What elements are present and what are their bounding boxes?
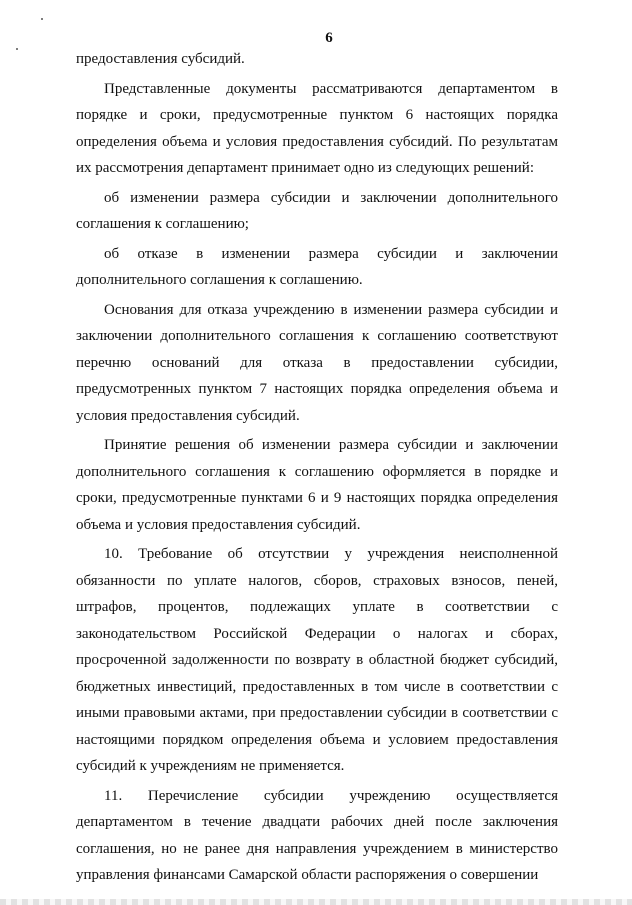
paragraph-decision-refusal: об отказе в изменении размера субсидии и заключении дополнительного соглашения к соглашению. <box>76 245 558 288</box>
paragraph-decision-change: об изменении размера субсидии и заключении дополнительного соглашения к соглашению; <box>76 189 558 232</box>
paragraph-documents-review: Представленные документы рассматриваются департаментом в порядке и сроки, предусмотренные пунктом 6 настоящих порядка определения объема и условия предоставления субсидий. По результатам их рассмотрения департамент принимает одно из следующих решений: <box>76 80 558 176</box>
page-number: 6 <box>325 30 333 46</box>
paragraph-item-11: 11. Перечисление субсидии учреждению осуществляется департаментом в течение двадцати рабочих дней после заключения соглашения, но не ранее дня направления учреждением в министерство управления финансами Самарской области распоряжения о совершении <box>76 787 558 883</box>
paragraph-item-10: 10. Требование об отсутствии у учреждения неисполненной обязанности по уплате налогов, сборов, страховых взносов, пеней, штрафов, процентов, подлежащих уплате в соответствии с законодательством Российской Федерации о налогах и сборах, просроченной задолженности по возврату в областной бюджет субсидий, бюджетных инвестиций, предоставленных в том числе в соответствии с иными правовыми актами, при предоставлении субсидии в соответствии с настоящими порядком определения объема и условием предоставления субсидий к учреждениям не применяется. <box>76 546 558 774</box>
document-body <box>76 46 558 889</box>
scan-bottom-edge <box>0 899 632 905</box>
scan-speck <box>16 48 18 50</box>
paragraph-continuation: предоставления субсидий. <box>76 51 245 67</box>
paragraph-refusal-grounds: Основания для отказа учреждению в изменении размера субсидии и заключении дополнительного соглашения к соглашению соответствуют перечню оснований для отказа в предоставлении субсидии, предусмотренных пунктом 7 настоящих порядка определения объема и условия предоставления субсидий. <box>76 301 558 424</box>
scan-speck <box>41 18 43 20</box>
paragraph-decision-formalization: Принятие решения об изменении размера субсидии и заключении дополнительного соглашения к соглашению оформляется в порядке и сроки, предусмотренные пунктами 6 и 9 настоящих порядка определения объема и условия предоставления субсидий. <box>76 437 558 533</box>
